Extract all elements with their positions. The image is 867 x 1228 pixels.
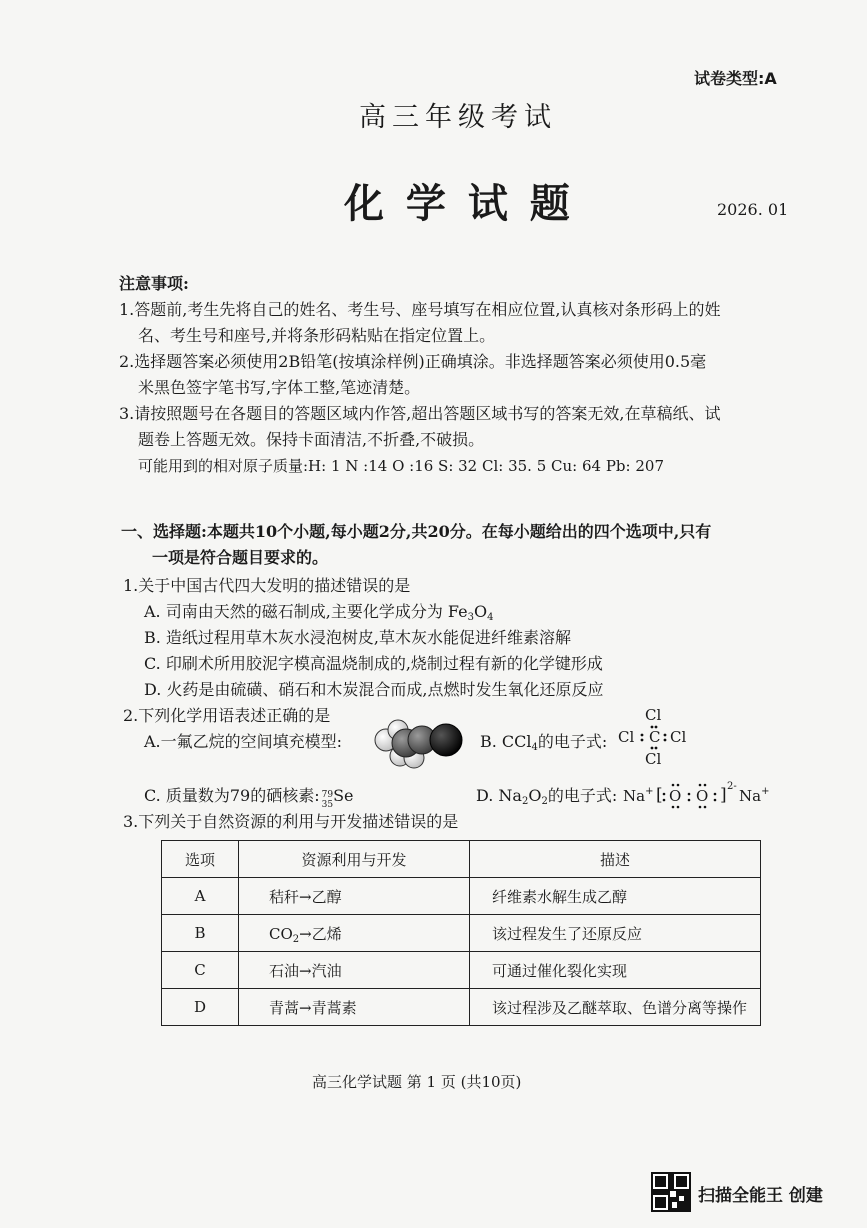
question-1-option-a: A. 司南由天然的磁石制成,主要化学成分为 $Fe_3O_4$ [144, 602, 494, 623]
na2o2-electron-dots [623, 783, 783, 809]
scanner-watermark: 扫描全能王 创建 [698, 1186, 823, 1206]
ccl4-electron-dots [614, 706, 694, 770]
section-heading-line-1: 一、选择题:本题共10个小题,每小题2分,共20分。在每小题给出的四个选项中,只有 [121, 522, 712, 541]
table-cell-option: B [162, 915, 239, 952]
ccl4-cl-right: Cl [670, 728, 687, 746]
question-3-stem: 3.下列关于自然资源的利用与开发描述错误的是 [123, 812, 459, 831]
table-row [162, 989, 761, 1026]
atomic-masses: 可能用到的相对原子质量:H: 1 N :14 O :16 S: 32 Cl: 35. 5 Cu: 64 Pb: 207 [138, 457, 664, 475]
table-cell-option: A [162, 878, 239, 915]
table-cell-resource: $CO_2\to$乙烯 [239, 915, 470, 952]
notice-item-1-line-1: 1.答题前,考生先将自己的姓名、考生号、座号填写在相应位置,认真核对条形码上的姓 [119, 300, 721, 319]
section-heading-line-2: 一项是符合题目要求的。 [152, 548, 329, 567]
table-header-resource: 资源利用与开发 [239, 841, 470, 878]
fluoroethane-space-filling-model [368, 718, 480, 770]
notice-item-2-line-1: 2.选择题答案必须使用2B铅笔(按填涂样例)正确填涂。非选择题答案必须使用0.5毫 [119, 352, 707, 371]
table-cell-description: 该过程发生了还原反应 [470, 915, 761, 952]
ccl4-c-center: C [649, 728, 661, 746]
question-1-stem: 1.关于中国古代四大发明的描述错误的是 [123, 576, 411, 595]
question-2-option-a: A.一氟乙烷的空间填充模型: [144, 732, 343, 751]
table-header-option: 选项 [162, 841, 239, 878]
question-1-option-c: C. 印刷术所用胶泥字模高温烧制成的,烧制过程有新的化学键形成 [144, 654, 603, 673]
ccl4-cl-top: Cl [645, 706, 662, 724]
na2o2-left-bracket: [ [656, 785, 663, 805]
page-footer: 高三化学试题 第 1 页 (共10页) [312, 1073, 522, 1091]
ccl4-cl-bottom: Cl [645, 750, 662, 768]
table-cell-resource: 青蒿→青蒿素 [239, 989, 470, 1026]
notice-item-1-line-2: 名、考生号和座号,并将条形码粘贴在指定位置上。 [138, 326, 496, 345]
page-title: 化 学 试 题 [344, 180, 574, 227]
table-cell-description: 可通过催化裂化实现 [470, 952, 761, 989]
resource-table [161, 840, 761, 1026]
ccl4-electron-formula [614, 706, 694, 770]
question-2-stem: 2.下列化学用语表述正确的是 [123, 706, 331, 725]
question-2-option-b: B. CCl$_4$的电子式: [480, 732, 608, 753]
question-2-option-d: D. $Na_2O_2$的电子式: [476, 786, 618, 807]
table-cell-resource: 秸秆→乙醇 [239, 878, 470, 915]
table-cell-option: D [162, 989, 239, 1026]
na2o2-oxygen-1: O [669, 787, 682, 805]
na2o2-na-right: Na+ [739, 786, 770, 805]
notice-item-2-line-2: 米黑色签字笔书写,字体工整,笔迹清楚。 [138, 378, 421, 397]
exam-name: 高三年级考试 [359, 102, 557, 133]
table-cell-description: 该过程涉及乙醚萃取、色谱分离等操作 [470, 989, 761, 1026]
na2o2-right-bracket: ] [720, 785, 727, 805]
ccl4-cl-left: Cl [618, 728, 635, 746]
table-header-row [162, 841, 761, 878]
na2o2-oxygen-2: O [696, 787, 709, 805]
na2o2-na-left: Na+ [623, 786, 654, 805]
na2o2-bracket-charge: 2- [727, 781, 737, 792]
qr-code-icon [651, 1172, 691, 1212]
table-row [162, 952, 761, 989]
table-cell-option: C [162, 952, 239, 989]
notice-item-3-line-1: 3.请按照题号在各题目的答题区域内作答,超出答题区域书写的答案无效,在草稿纸、试 [119, 404, 721, 423]
notice-item-3-line-2: 题卷上答题无效。保持卡面清洁,不折叠,不破损。 [138, 430, 485, 449]
question-1-option-d: D. 火药是由硫磺、硝石和木炭混合而成,点燃时发生氧化还原反应 [144, 680, 604, 699]
table-header-description: 描述 [470, 841, 761, 878]
na2o2-electron-formula [623, 783, 783, 809]
table-row [162, 915, 761, 952]
paper-type: 试卷类型:A [694, 69, 777, 88]
table-cell-resource: 石油→汽油 [239, 952, 470, 989]
table-row [162, 878, 761, 915]
table-cell-description: 纤维素水解生成乙醇 [470, 878, 761, 915]
notice-heading: 注意事项: [119, 274, 189, 293]
exam-date: 2026. 01 [717, 200, 789, 219]
question-2-option-c: C. 质量数为79的硒核素: 79 35 Se [144, 786, 354, 810]
isotope-numbers: 79 35 [321, 790, 334, 810]
question-1-option-b: B. 造纸过程用草木灰水浸泡树皮,草木灰水能促进纤维素溶解 [144, 628, 572, 647]
